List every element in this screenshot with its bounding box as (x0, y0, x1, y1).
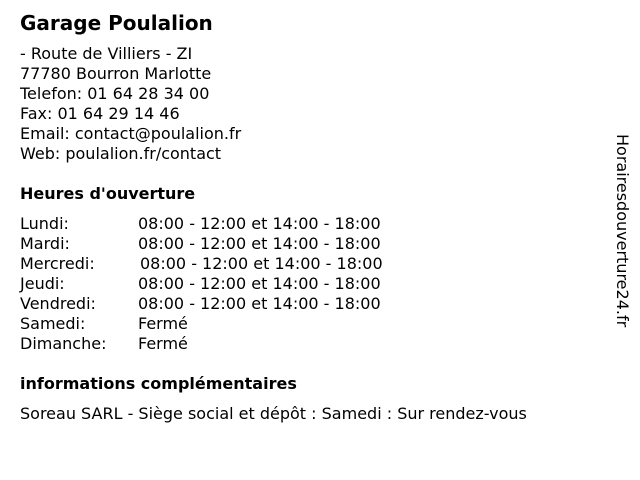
opening-hours-heading: Heures d'ouverture (20, 184, 196, 203)
address-city: 77780 Bourron Marlotte (20, 64, 212, 83)
day-hours: Fermé (138, 334, 188, 353)
phone-line: Telefon: 01 64 28 34 00 (20, 84, 210, 103)
web-line: Web: poulalion.fr/contact (20, 144, 222, 163)
day-label: Jeudi: (20, 274, 65, 293)
day-label: Mercredi: (20, 254, 95, 273)
day-label: Lundi: (20, 214, 69, 233)
day-hours: 08:00 - 12:00 et 14:00 - 18:00 (138, 214, 381, 233)
day-hours: Fermé (138, 314, 188, 333)
day-hours: 08:00 - 12:00 et 14:00 - 18:00 (138, 294, 381, 313)
day-hours: 08:00 - 12:00 et 14:00 - 18:00 (138, 234, 381, 253)
email-line: Email: contact@poulalion.fr (20, 124, 242, 143)
day-label: Vendredi: (20, 294, 96, 313)
day-hours: 08:00 - 12:00 et 14:00 - 18:00 (140, 254, 383, 273)
additional-info-heading: informations complémentaires (20, 374, 297, 393)
fax-line: Fax: 01 64 29 14 46 (20, 104, 180, 123)
additional-info-text: Soreau SARL - Siège social et dépôt : Samedi : Sur rendez-vous (20, 404, 527, 423)
day-label: Dimanche: (20, 334, 107, 353)
day-label: Samedi: (20, 314, 86, 333)
site-watermark: Horairesdouverture24.fr (613, 134, 632, 328)
business-name: Garage Poulalion (20, 11, 213, 35)
contact-block (20, 44, 241, 164)
address-street: - Route de Villiers - ZI (20, 44, 193, 63)
day-hours: 08:00 - 12:00 et 14:00 - 18:00 (138, 274, 381, 293)
day-label: Mardi: (20, 234, 70, 253)
